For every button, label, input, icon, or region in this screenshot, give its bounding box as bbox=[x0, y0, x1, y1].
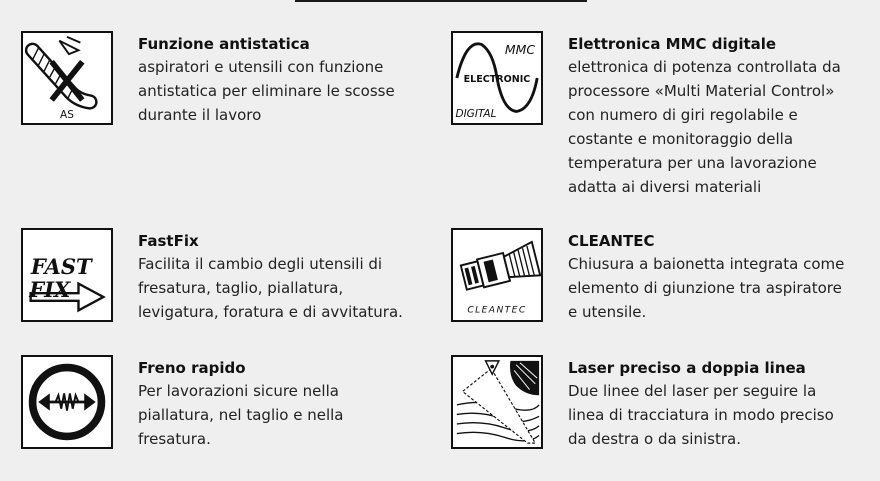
feature-title: Freno rapido bbox=[138, 359, 246, 377]
mmc-electronic-icon bbox=[451, 31, 543, 125]
feature-description: elettronica di potenza controllata da processore «Multi Material Control» con numero di giri regolabile e costante e monitoraggio della temperatura per una lavorazione adatta ai diversi materiali bbox=[568, 58, 841, 196]
fastfix-arrow-icon bbox=[21, 228, 113, 322]
antistatic-icon-label: AS bbox=[60, 109, 74, 122]
top-divider bbox=[295, 0, 587, 2]
mmc-icon-mid-label: ELECTRONIC bbox=[463, 73, 531, 85]
feature-description: Due linee del laser per seguire la linea di tracciatura in modo preciso da destra o da sinistra. bbox=[568, 382, 834, 448]
mmc-icon-top-label: MMC bbox=[504, 42, 536, 58]
dual-laser-icon bbox=[451, 355, 543, 449]
feature-description: aspiratori e utensili con funzione antistatica per eliminare le scosse durante il lavoro bbox=[138, 58, 395, 124]
quick-brake-icon bbox=[21, 355, 113, 449]
feature-title: Laser preciso a doppia linea bbox=[568, 359, 806, 377]
feature-description: Chiusura a baionetta integrata come elemento di giunzione tra aspiratore e utensile. bbox=[568, 255, 845, 321]
fastfix-icon-top-label: FAST bbox=[30, 254, 92, 280]
feature-description: Facilita il cambio degli utensili di fresatura, taglio, piallatura, levigatura, foratura e di avvitatura. bbox=[138, 255, 403, 321]
mmc-icon-bot-label: DIGITAL bbox=[455, 108, 497, 121]
feature-description: Per lavorazioni sicure nella piallatura, nel taglio e nella fresatura. bbox=[138, 382, 344, 448]
cleantec-icon-label: CLEANTEC bbox=[467, 305, 527, 316]
fastfix-icon-bot-label: FIX bbox=[29, 277, 71, 302]
feature-title: Elettronica MMC digitale bbox=[568, 35, 777, 53]
feature-title: CLEANTEC bbox=[568, 232, 655, 250]
feature-title: FastFix bbox=[138, 232, 199, 250]
feature-title: Funzione antistatica bbox=[138, 35, 310, 53]
antistatic-hose-icon bbox=[21, 31, 113, 125]
cleantec-connector-icon bbox=[451, 228, 543, 322]
